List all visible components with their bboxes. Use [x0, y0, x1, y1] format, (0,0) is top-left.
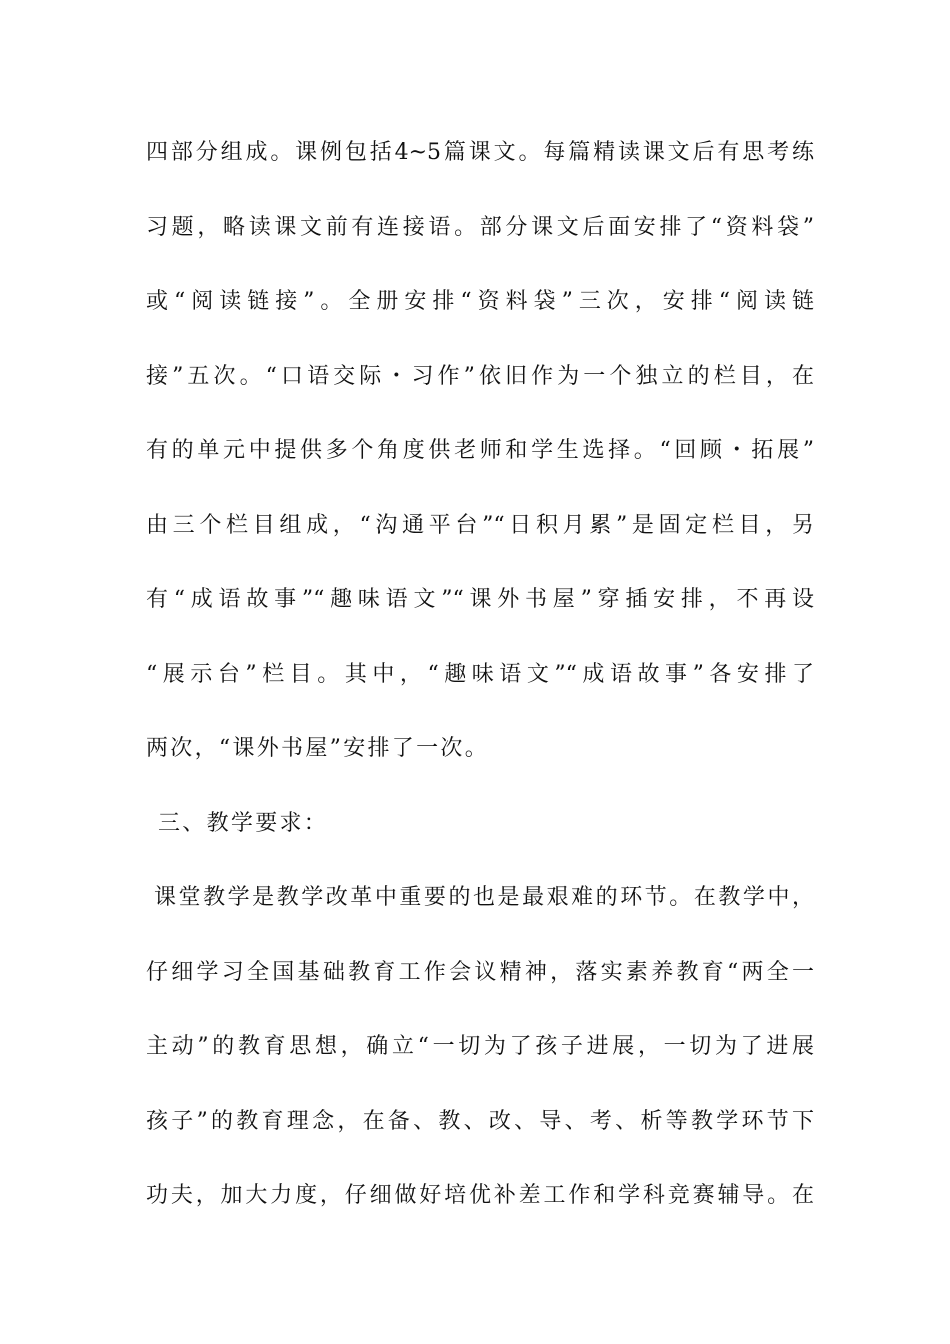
paragraph-line: 仔细学习全国基础教育工作会议精神，落实素养教育“两全一 — [146, 959, 814, 985]
paragraph-line: 课堂教学是教学改革中重要的也是最艰难的环节。在教学中， — [154, 885, 814, 910]
paragraph-line: 由三个栏目组成，“沟通平台”“日积月累”是固定栏目，另 — [146, 512, 814, 538]
paragraph-line: 两次，“课外书屋”安排了一次。 — [146, 736, 489, 761]
paragraph-line: “展示台”栏目。其中，“趣味语文”“成语故事”各安排了 — [146, 661, 814, 687]
paragraph-line: 有“成语故事”“趣味语文”“课外书屋”穿插安排，不再设 — [146, 587, 814, 612]
paragraph-line: 功夫，加大力度，仔细做好培优补差工作和学科竞赛辅导。在 — [146, 1183, 814, 1208]
paragraph-line: 习题，略读课文前有连接语。部分课文后面安排了“资料袋” — [146, 214, 814, 240]
paragraph-line: 有的单元中提供多个角度供老师和学生选择。“回顾・拓展” — [146, 438, 814, 463]
section-heading: 三、教学要求： — [158, 810, 329, 836]
paragraph-line: 孩子”的教育理念，在备、教、改、导、考、析等教学环节下 — [146, 1108, 814, 1134]
paragraph-line: 四部分组成。课例包括4~5篇课文。每篇精读课文后有思考练 — [146, 140, 814, 165]
paragraph-line: 主动”的教育思想，确立“一切为了孩子进展，一切为了进展 — [146, 1034, 814, 1059]
paragraph-line: 接”五次。“口语交际・习作”依旧作为一个独立的栏目，在 — [146, 363, 814, 389]
document-body — [146, 130, 814, 1248]
paragraph-line: 或“阅读链接”。全册安排“资料袋”三次，安排“阅读链 — [146, 289, 814, 314]
